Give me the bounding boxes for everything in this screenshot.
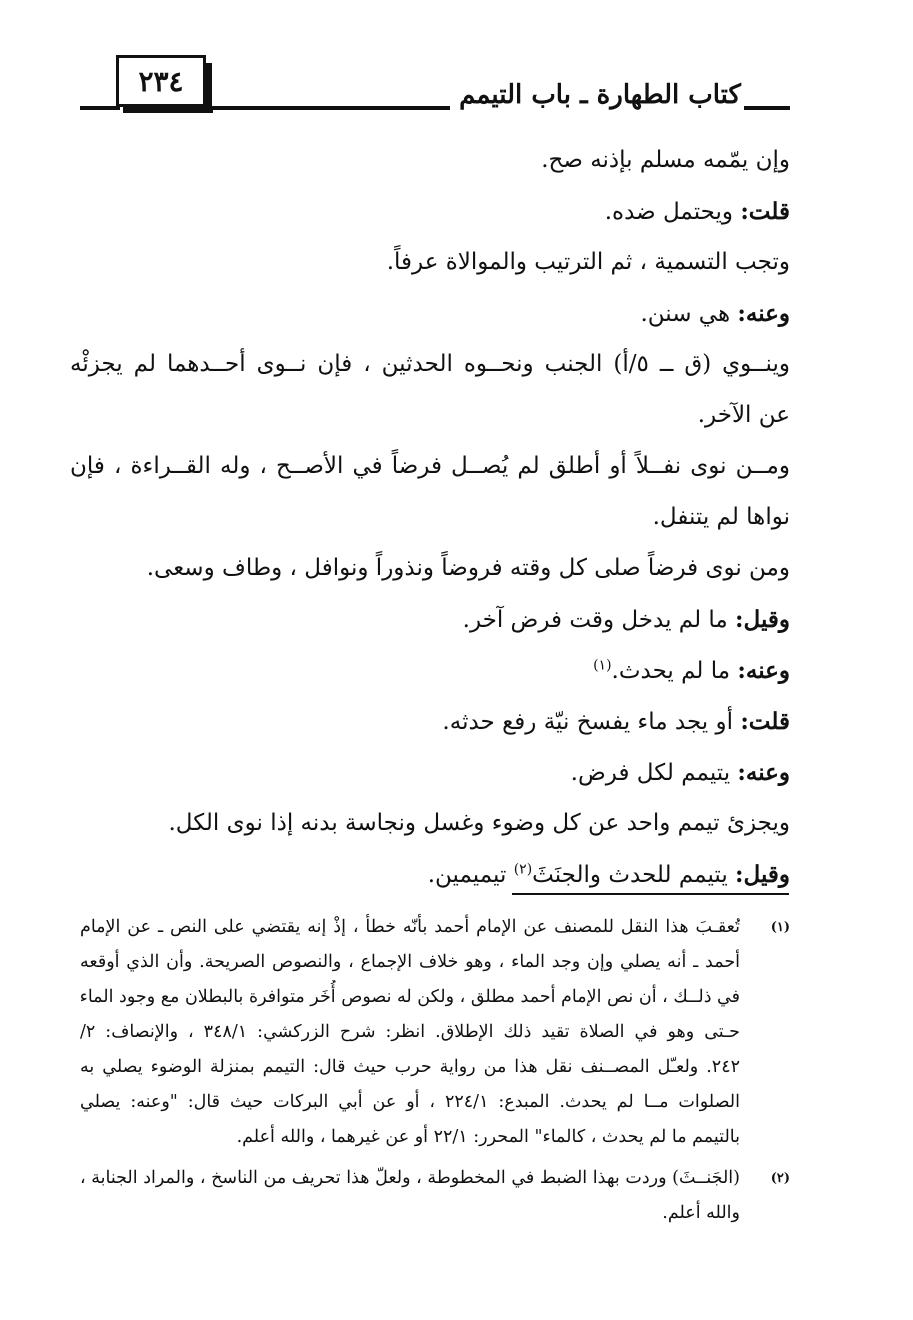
line-text: عن الآخر. bbox=[697, 402, 790, 428]
footnote-number: (١) bbox=[770, 920, 790, 935]
line-text: وتجب التسمية ، ثم الترتيب والموالاة عرفاً. bbox=[386, 249, 790, 275]
footnote-number: (٢) bbox=[770, 1171, 790, 1186]
line-text: ما لم يدخل وقت فرض آخر. bbox=[462, 607, 736, 633]
footnote-line: (الجَنــثَ) وردت بهذا الضبط في المخطوطة ، ولعلّ هذا تحريف من الناسخ ، والمراد الجنابة ، bbox=[80, 1168, 740, 1188]
text-line bbox=[70, 135, 790, 186]
line-text: ما لم يحدث. bbox=[611, 658, 738, 684]
text-line bbox=[70, 288, 790, 339]
text-line bbox=[70, 594, 790, 645]
line-text: يتيمم للحدث والجنَثَ bbox=[532, 862, 736, 888]
text-line bbox=[70, 696, 790, 747]
footnotes bbox=[80, 910, 790, 1237]
footnote-line: حـتى وهو في الصلاة تقيد ذلك الإطلاق. انظر: شرح الزركشي: ٣٤٨/١ ، والإنصاف: ٢/ bbox=[80, 1022, 740, 1042]
line-text: هي سنن. bbox=[640, 301, 738, 327]
text-line bbox=[70, 441, 790, 492]
line-text: وينــوي (ق ــ ٥/أ) الجنب ونحــوه الحدثين ، فإن نــوى أحــدهما لم يجزئْه bbox=[70, 351, 790, 377]
line-text: ومن نوى فرضاً صلى كل وقته فروضاً ونذوراً ونوافل ، وطاف وسعى. bbox=[146, 555, 790, 581]
line-text: ومــن نوى نفــلاً أو أطلق لم يُصــل فرضاً في الأصــح ، وله القــراءة ، فإن bbox=[70, 453, 790, 479]
statement-label: وعنه: bbox=[737, 300, 790, 327]
main-text bbox=[70, 135, 790, 900]
text-line bbox=[70, 390, 790, 441]
text-line bbox=[70, 798, 790, 849]
line-text: أو يجد ماء يفسخ نيّة رفع حدثه. bbox=[442, 709, 741, 735]
statement-label: وعنه: bbox=[737, 759, 790, 786]
line-text: وإن يمّمه مسلم بإذنه صح. bbox=[541, 147, 790, 173]
statement-label: وقيل: bbox=[735, 606, 790, 633]
footnote-line: والله أعلم. bbox=[662, 1203, 740, 1223]
text-line bbox=[70, 747, 790, 798]
header-rule bbox=[210, 106, 450, 110]
footnote bbox=[80, 910, 790, 1155]
text-line bbox=[70, 645, 790, 696]
footnote-line: تُعقـبَ هذا النقل للمصنف عن الإمام أحمد بأنّه خطأ ، إذْ إنه يقتضي على النص ـ عن الإمام bbox=[80, 917, 740, 937]
footnote-line: أحمد ـ أنه يصلي وإن وجد الماء ، وهو خلاف الإجماع ، والنصوص الصريحة. وأن الذي أوقعه bbox=[80, 952, 740, 972]
page-number: ٢٣٤ bbox=[116, 55, 206, 107]
line-text: يتيمم لكل فرض. bbox=[570, 760, 738, 786]
statement-label: وقيل: bbox=[735, 861, 790, 888]
statement-label: وعنه: bbox=[737, 657, 790, 684]
footnote-line: في ذلــك ، أن نص الإمام أحمد مطلق ، ولكن له نصوص أُخَر متوافرة بالبطلان مع وجود الماء bbox=[80, 987, 740, 1007]
line-text: نواها لم يتنفل. bbox=[652, 504, 790, 530]
footnote-ref[interactable]: (١) bbox=[593, 657, 612, 674]
line-text: ويجزئ تيمم واحد عن كل وضوء وغسل ونجاسة بدنه إذا نوى الكل. bbox=[168, 810, 790, 836]
line-text: ويحتمل ضده. bbox=[604, 199, 741, 225]
footnote-line: الصلوات مــا لم يحدث. المبدع: ٢٢٤/١ ، أو عن أبي البركات حيث قال: "وعنه: يصلي bbox=[80, 1092, 740, 1112]
header-rule bbox=[744, 106, 790, 110]
footnote-ref[interactable]: (٢) bbox=[513, 861, 533, 878]
text-line bbox=[70, 339, 790, 390]
header-rule bbox=[80, 106, 120, 110]
line-text: تيميمين. bbox=[427, 862, 514, 888]
text-line bbox=[70, 237, 790, 288]
footnote-line: بالتيمم ما لم يحدث ، كالماء" المحرر: ٢٢/١ أو عن غيرهما ، والله أعلم. bbox=[236, 1127, 740, 1147]
footnote-separator bbox=[512, 893, 789, 895]
text-line bbox=[70, 492, 790, 543]
running-header-title: كتاب الطهارة ـ باب التيمم bbox=[459, 80, 741, 110]
text-line bbox=[70, 543, 790, 594]
statement-label: قلت: bbox=[740, 708, 790, 735]
statement-label: قلت: bbox=[740, 198, 790, 225]
footnote-line: ٢٤٢. ولعـّل المصــنف نقل هذا من رواية حرب حيث قال: التيمم بمنزلة الوضوء يصلي به bbox=[80, 1057, 740, 1077]
text-line bbox=[70, 186, 790, 237]
footnote bbox=[80, 1161, 790, 1231]
